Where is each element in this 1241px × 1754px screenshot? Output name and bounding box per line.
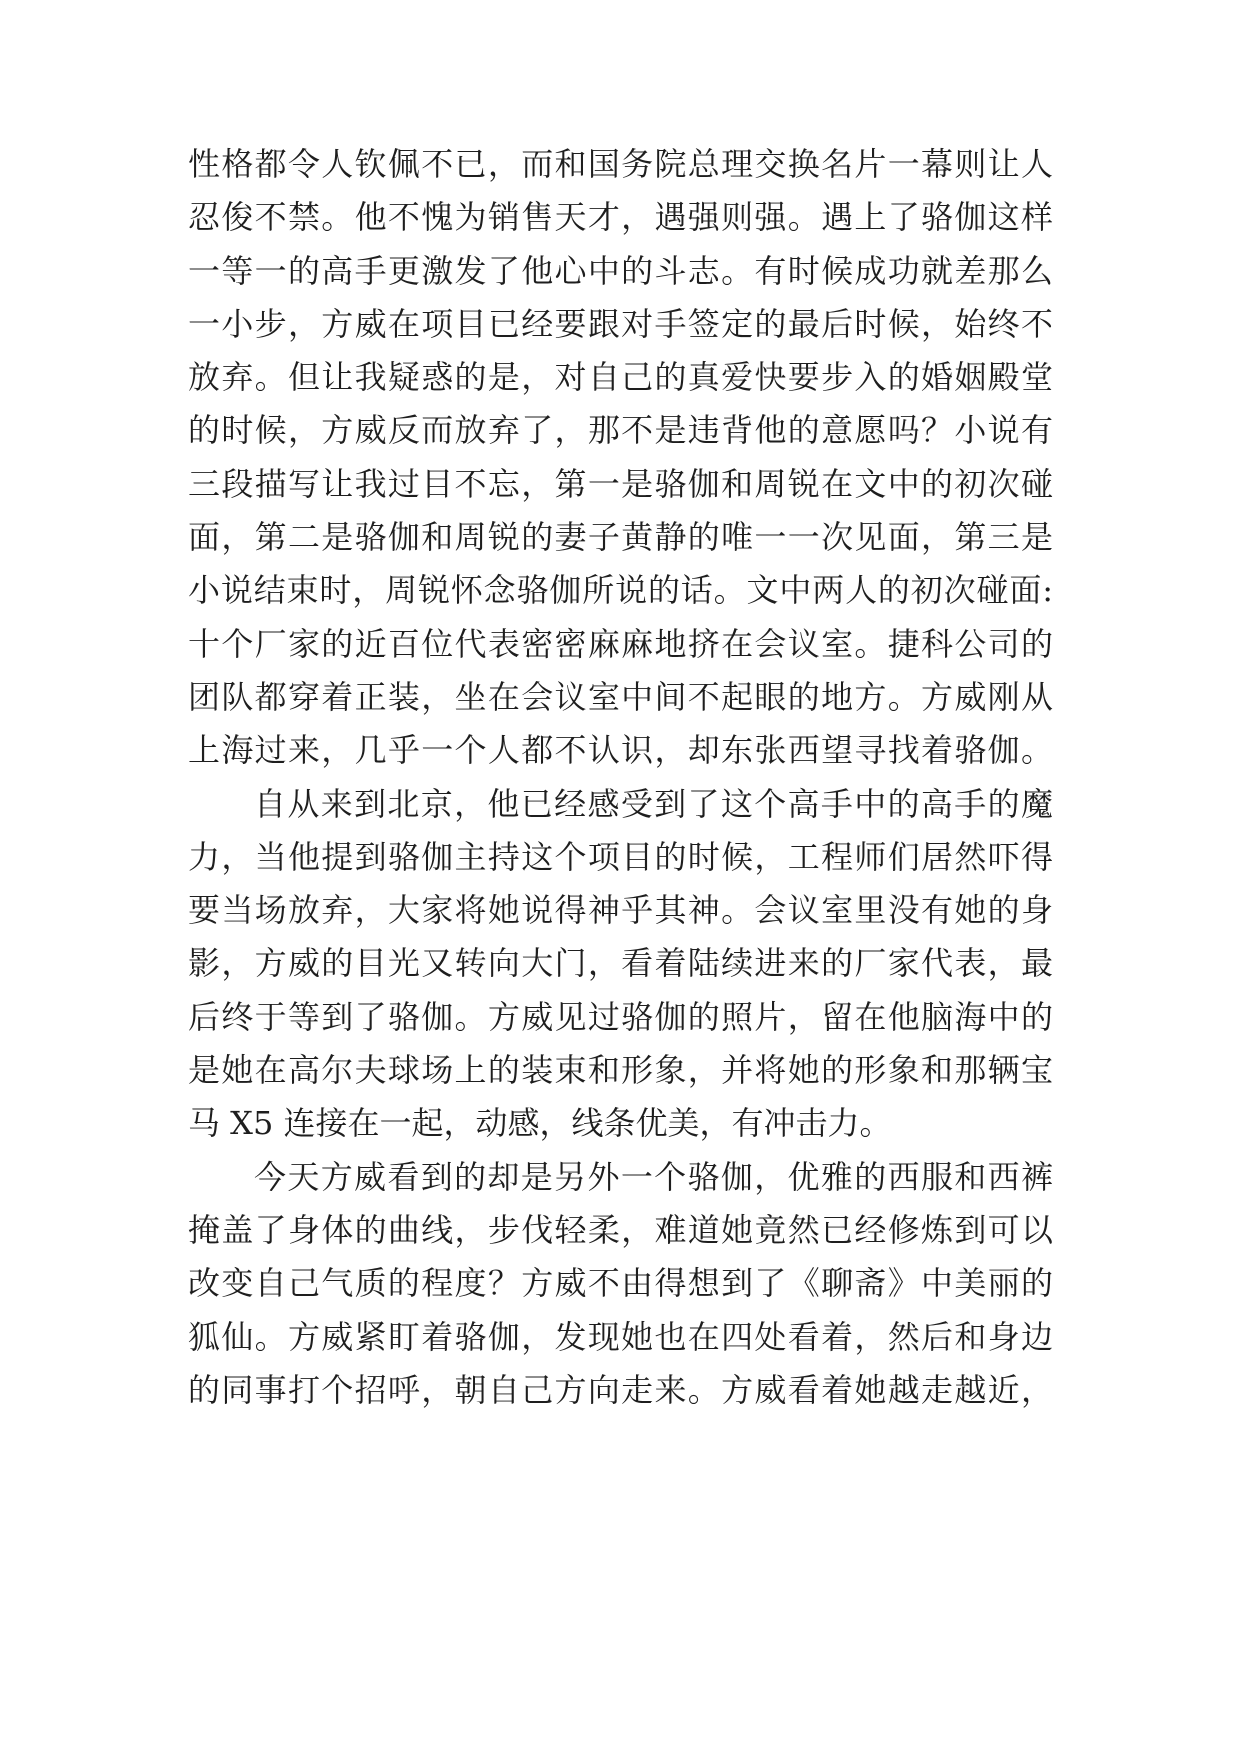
text-line: 自从来到北京，他已经感受到了这个高手中的高手的魔 — [254, 784, 1053, 823]
paragraph — [188, 138, 1053, 778]
text-line: 三段描写让我过目不忘，第一是骆伽和周锐在文中的初次碰 — [188, 464, 1053, 503]
body-text — [188, 138, 1053, 1417]
text-line: 马 X5 连接在一起，动感，线条优美，有冲击力。 — [188, 1104, 892, 1143]
text-line: 的时候，方威反而放弃了，那不是违背他的意愿吗？小说有 — [188, 411, 1053, 450]
text-line: 掩盖了身体的曲线，步伐轻柔，难道她竟然已经修炼到可以 — [188, 1210, 1053, 1249]
text-line: 狐仙。方威紧盯着骆伽，发现她也在四处看着，然后和身边 — [188, 1317, 1053, 1356]
paragraph — [188, 778, 1053, 1151]
text-line: 小说结束时，周锐怀念骆伽所说的话。文中两人的初次碰面: — [188, 571, 1053, 610]
text-line: 放弃。但让我疑惑的是，对自己的真爱快要步入的婚姻殿堂 — [188, 358, 1053, 397]
text-line: 忍俊不禁。他不愧为销售天才，遇强则强。遇上了骆伽这样 — [188, 198, 1053, 237]
text-line: 影，方威的目光又转向大门，看着陆续进来的厂家代表，最 — [188, 944, 1053, 983]
text-line: 后终于等到了骆伽。方威见过骆伽的照片，留在他脑海中的 — [188, 997, 1053, 1036]
text-line: 团队都穿着正装，坐在会议室中间不起眼的地方。方威刚从 — [188, 677, 1053, 716]
text-line: 力，当他提到骆伽主持这个项目的时候，工程师们居然吓得 — [188, 837, 1053, 876]
text-line: 改变自己气质的程度？方威不由得想到了《聊斋》中美丽的 — [188, 1264, 1053, 1303]
text-line: 要当场放弃，大家将她说得神乎其神。会议室里没有她的身 — [188, 891, 1053, 930]
text-line: 上海过来，几乎一个人都不认识，却东张西望寻找着骆伽。 — [188, 731, 1053, 770]
text-line: 性格都令人钦佩不已，而和国务院总理交换名片一幕则让人 — [188, 145, 1053, 183]
text-line: 面，第二是骆伽和周锐的妻子黄静的唯一一次见面，第三是 — [188, 518, 1053, 557]
text-line: 的同事打个招呼，朝自己方向走来。方威看着她越走越近， — [188, 1370, 1053, 1409]
text-line: 一等一的高手更激发了他心中的斗志。有时候成功就差那么 — [188, 251, 1053, 290]
text-line: 是她在高尔夫球场上的装束和形象，并将她的形象和那辆宝 — [188, 1051, 1053, 1090]
paragraph — [188, 1151, 1053, 1417]
text-line: 今天方威看到的却是另外一个骆伽，优雅的西服和西裤 — [254, 1157, 1053, 1196]
text-line: 十个厂家的近百位代表密密麻麻地挤在会议室。捷科公司的 — [188, 624, 1053, 663]
text-line: 一小步，方威在项目已经要跟对手签定的最后时候，始终不 — [188, 304, 1053, 343]
